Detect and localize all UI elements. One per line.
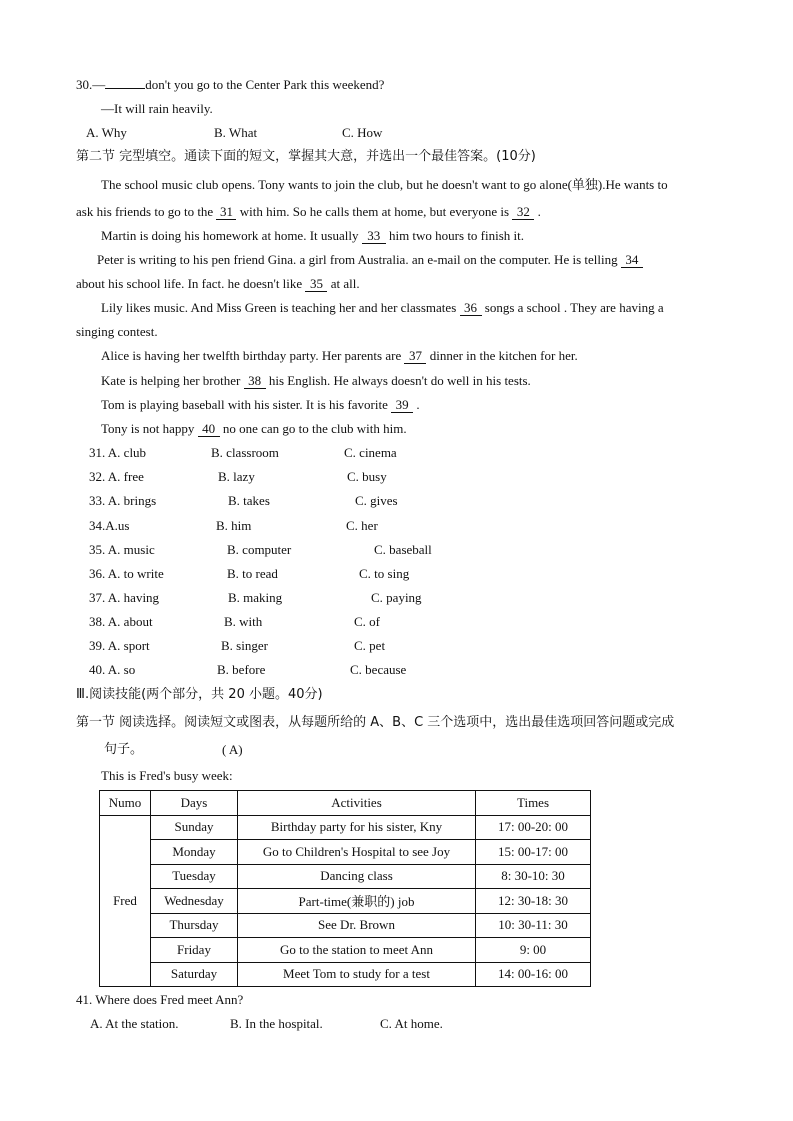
table-cell-time: 12: 30-18: 30	[476, 889, 591, 914]
option-37-b: B. making	[228, 590, 283, 605]
table-cell-time: 9: 00	[476, 938, 591, 963]
option-35-a: 35. A. music	[89, 542, 155, 557]
table-name-cell: Fred	[100, 815, 151, 987]
table-row	[100, 864, 591, 889]
option-36-b: B. to read	[227, 566, 278, 581]
q41-option-a: A. At the station.	[90, 1016, 179, 1031]
option-37-c: C. paying	[371, 590, 422, 605]
cloze-line-8: Alice is having her twelfth birthday party. Her parents are 37 dinner in the kitchen for her.	[101, 348, 578, 363]
option-31-c: C. cinema	[344, 445, 397, 460]
cloze-line-1: The school music club opens. Tony wants to join the club, but he doesn't want to go alone(单独).He wants to	[101, 177, 668, 192]
option-33-c: C. gives	[355, 493, 398, 508]
q30-stem: 30.— don't you go to the Center Park this weekend?	[76, 77, 385, 92]
option-31-a: 31. A. club	[89, 445, 147, 460]
table-row	[100, 815, 591, 840]
option-40-a: 40. A. so	[89, 662, 136, 677]
option-38-a: 38. A. about	[89, 614, 153, 629]
table-header-row	[100, 791, 591, 816]
table-row	[100, 889, 591, 914]
option-32-a: 32. A. free	[89, 469, 144, 484]
section2-heading: 第二节 完型填空。通读下面的短文，掌握其大意，并选出一个最佳答案。(10分)	[76, 149, 536, 164]
table-row	[100, 962, 591, 987]
table-cell-activity: Dancing class	[238, 864, 476, 889]
blank-34: 34	[621, 253, 643, 268]
table-cell-time: 8: 30-10: 30	[476, 864, 591, 889]
option-39-b: B. singer	[221, 638, 268, 653]
option-38-c: C. of	[354, 614, 380, 629]
q30-option-b: B. What	[214, 125, 258, 140]
table-header: Numo	[100, 791, 151, 816]
option-35-b: B. computer	[227, 542, 292, 557]
option-34-c: C. her	[346, 518, 378, 533]
table-row	[100, 938, 591, 963]
table-cell-activity: Part-time(兼职的) job	[238, 889, 476, 914]
table-header: Days	[151, 791, 238, 816]
cloze-line-11: Tony is not happy 40 no one can go to the club with him.	[101, 421, 407, 436]
q30-option-c: C. How	[342, 125, 383, 140]
option-32-c: C. busy	[347, 469, 387, 484]
q30-blank	[105, 88, 145, 89]
table-cell-day: Tuesday	[151, 864, 238, 889]
section3-instruction: 第一节 阅读选择。阅读短文或图表，从每题所给的 A、B、C 三个选项中，选出最佳选项回答问题或完成	[76, 715, 675, 730]
option-33-a: 33. A. brings	[89, 493, 157, 508]
option-32-b: B. lazy	[218, 469, 255, 484]
option-34-b: B. him	[216, 518, 252, 533]
table-header: Activities	[238, 791, 476, 816]
option-37-a: 37. A. having	[89, 590, 160, 605]
table-cell-activity: Go to the station to meet Ann	[238, 938, 476, 963]
blank-35: 35	[305, 277, 327, 292]
option-39-c: C. pet	[354, 638, 386, 653]
table-cell-time: 17: 00-20: 00	[476, 815, 591, 840]
cloze-line-5: about his school life. In fact. he doesn't like 35 at all.	[76, 276, 360, 291]
table-cell-activity: Birthday party for his sister, Kny	[238, 815, 476, 840]
table-cell-day: Saturday	[151, 962, 238, 987]
option-33-b: B. takes	[228, 493, 270, 508]
table-cell-day: Sunday	[151, 815, 238, 840]
blank-33: 33	[362, 229, 386, 244]
option-31-b: B. classroom	[211, 445, 279, 460]
table-cell-time: 10: 30-11: 30	[476, 913, 591, 938]
q30-option-a: A. Why	[86, 125, 127, 140]
option-35-c: C. baseball	[374, 542, 432, 557]
option-40-c: C. because	[350, 662, 407, 677]
option-39-a: 39. A. sport	[89, 638, 150, 653]
table-cell-day: Thursday	[151, 913, 238, 938]
blank-32: 32	[512, 205, 534, 220]
cloze-line-7: singing contest.	[76, 324, 158, 339]
q30-answer: —It will rain heavily.	[101, 101, 213, 116]
blank-38: 38	[244, 374, 266, 389]
cloze-line-2: ask his friends to go to the 31 with him. So he calls them at home, but everyone is 32 .	[76, 204, 541, 219]
option-34-a: 34.A.us	[89, 518, 130, 533]
passage-label: ( A)	[222, 742, 243, 757]
table-cell-time: 14: 00-16: 00	[476, 962, 591, 987]
q41-question: 41. Where does Fred meet Ann?	[76, 992, 244, 1007]
cloze-line-3: Martin is doing his homework at home. It usually 33 him two hours to finish it.	[101, 228, 525, 243]
cloze-line-9: Kate is helping her brother 38 his English. He always doesn't do well in his tests.	[101, 373, 531, 388]
table-cell-activity: Go to Children's Hospital to see Joy	[238, 840, 476, 865]
blank-31: 31	[216, 205, 236, 220]
table-cell-day: Friday	[151, 938, 238, 963]
q41-option-c: C. At home.	[380, 1016, 443, 1031]
blank-36: 36	[460, 301, 482, 316]
blank-40: 40	[198, 422, 220, 437]
table-cell-day: Wednesday	[151, 889, 238, 914]
table-cell-day: Monday	[151, 840, 238, 865]
cloze-line-4: Peter is writing to his pen friend Gina. a girl from Australia. an e-mail on the computer. He is telling 34	[97, 252, 643, 268]
schedule-table	[99, 790, 591, 987]
passage-intro: This is Fred's busy week:	[101, 768, 233, 783]
table-row	[100, 840, 591, 865]
q41-option-b: B. In the hospital.	[230, 1016, 323, 1031]
option-40-b: B. before	[217, 662, 266, 677]
cloze-line-10: Tom is playing baseball with his sister. It is his favorite 39 .	[101, 397, 420, 412]
cloze-line-6: Lily likes music. And Miss Green is teaching her and her classmates 36 songs a school . They are having a	[101, 300, 664, 315]
blank-39: 39	[391, 398, 413, 413]
section3-instruction-cont: 句子。	[104, 742, 144, 757]
table-row	[100, 913, 591, 938]
option-38-b: B. with	[224, 614, 263, 629]
table-header: Times	[476, 791, 591, 816]
table-cell-activity: See Dr. Brown	[238, 913, 476, 938]
option-36-c: C. to sing	[359, 566, 410, 581]
option-36-a: 36. A. to write	[89, 566, 164, 581]
table-cell-activity: Meet Tom to study for a test	[238, 962, 476, 987]
section3-heading: Ⅲ.阅读技能(两个部分，共 20 小题。40分)	[76, 687, 323, 702]
blank-37: 37	[404, 349, 426, 364]
table-cell-time: 15: 00-17: 00	[476, 840, 591, 865]
